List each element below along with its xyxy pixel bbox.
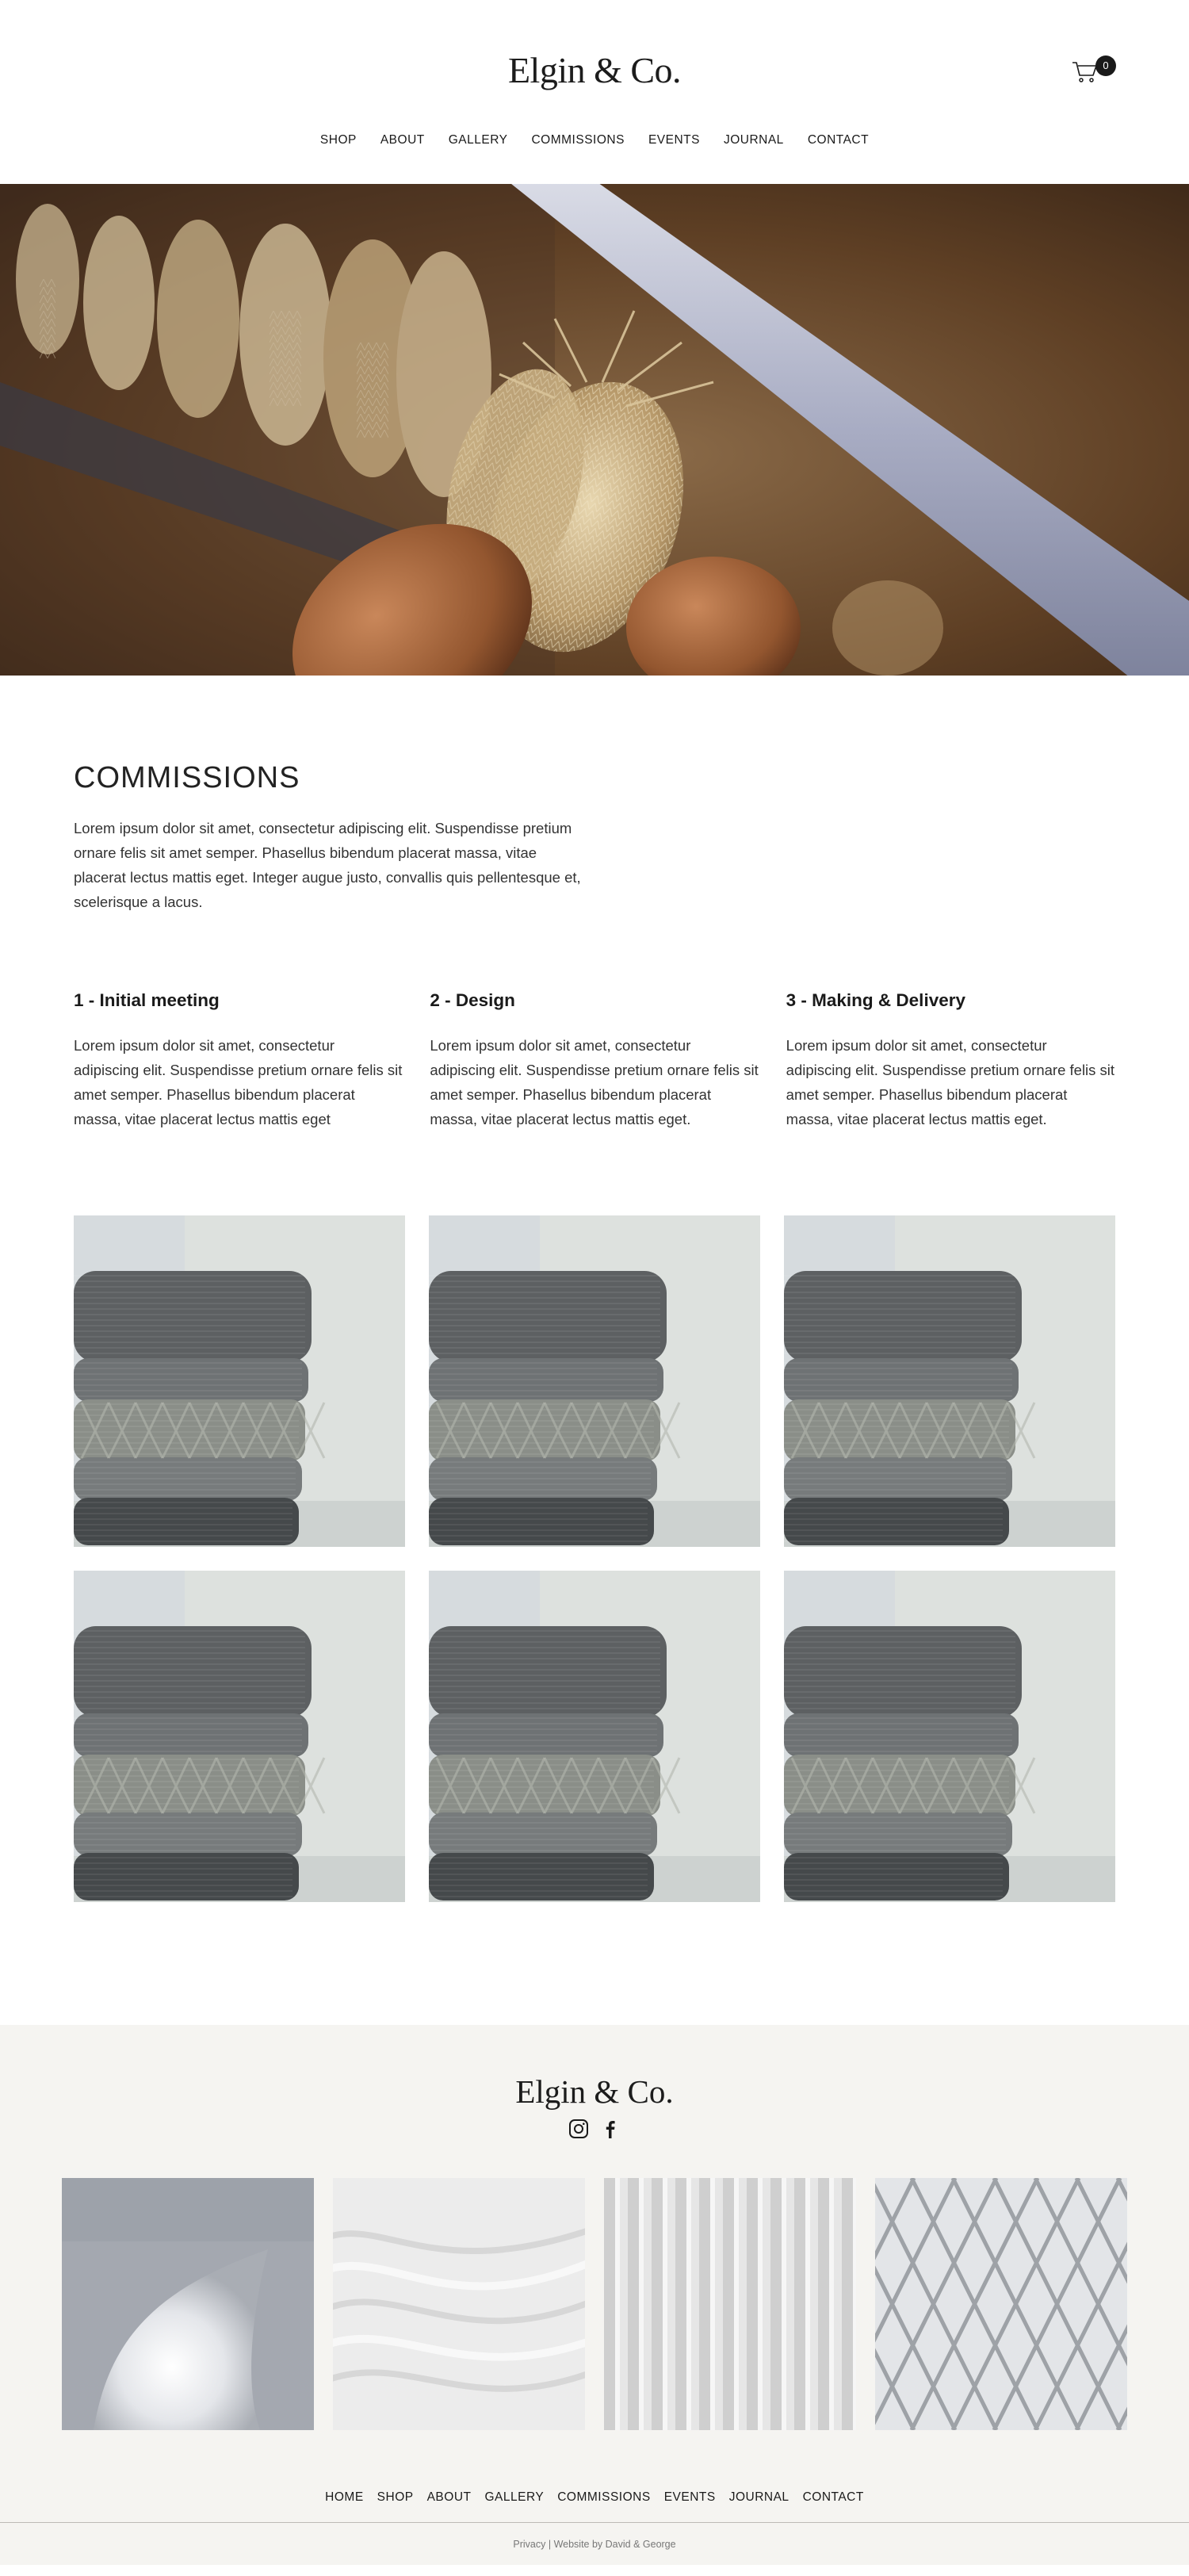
footer-nav-commissions[interactable]: COMMISSIONS <box>557 2490 651 2504</box>
knitwear-image[interactable] <box>74 1215 405 1547</box>
knitwear-image[interactable] <box>74 1571 405 1902</box>
social-links <box>0 2119 1189 2139</box>
instagram-icon[interactable] <box>568 2119 589 2139</box>
process-steps <box>0 990 1189 1131</box>
footer-nav-shop[interactable]: SHOP <box>377 2490 414 2504</box>
nav-journal[interactable]: JOURNAL <box>723 133 784 147</box>
intro-text: Lorem ipsum dolor sit amet, consectetur adipiscing elit. Suspendisse pretium ornare felis sit amet semper. Phasellus bibendum placerat massa, vitae placerat lectus mattis eget. Integer augue justo, convallis quis pellentesque et, scelerisque a lacus. <box>74 820 581 910</box>
main-nav <box>0 133 1189 147</box>
step-title: 1 - Initial meeting <box>74 990 220 1010</box>
footer-nav <box>0 2490 1189 2505</box>
step-title: 3 - Making & Delivery <box>786 990 965 1010</box>
page-title: COMMISSIONS <box>74 761 300 794</box>
footer-image-fabric[interactable] <box>333 2178 585 2430</box>
nav-contact[interactable]: CONTACT <box>807 133 870 147</box>
site-logo[interactable]: Elgin & Co. <box>507 50 682 90</box>
footer-image-stripes[interactable] <box>604 2178 856 2430</box>
footer-nav-contact[interactable]: CONTACT <box>802 2490 864 2504</box>
step-making-delivery <box>786 990 1115 1131</box>
nav-shop[interactable]: SHOP <box>319 133 357 147</box>
footer-image-lattice[interactable] <box>875 2178 1127 2430</box>
nav-about[interactable]: ABOUT <box>380 133 425 147</box>
site-header <box>0 0 1189 184</box>
knitwear-image[interactable] <box>784 1571 1115 1902</box>
step-text: Lorem ipsum dolor sit amet, consectetur adipiscing elit. Suspendisse pretium ornare felis sit amet semper. Phasellus bibendum placerat massa, vitae placerat lectus mattis eget. <box>430 1037 759 1127</box>
nav-gallery[interactable]: GALLERY <box>448 133 508 147</box>
facebook-icon[interactable] <box>600 2119 621 2139</box>
knitwear-image[interactable] <box>784 1215 1115 1547</box>
site-footer <box>0 2025 1189 2565</box>
footer-logo[interactable]: Elgin & Co. <box>515 2073 674 2110</box>
footer-divider <box>0 2522 1189 2523</box>
cart-icon <box>1072 60 1099 84</box>
cart-button[interactable] <box>1072 56 1114 87</box>
nav-commissions[interactable]: COMMISSIONS <box>531 133 625 147</box>
nav-events[interactable]: EVENTS <box>648 133 700 147</box>
footer-nav-about[interactable]: ABOUT <box>426 2490 472 2504</box>
step-text: Lorem ipsum dolor sit amet, consectetur adipiscing elit. Suspendisse pretium ornare felis sit amet semper. Phasellus bibendum placerat massa, vitae placerat lectus mattis eget. <box>786 1037 1115 1127</box>
step-text: Lorem ipsum dolor sit amet, consectetur adipiscing elit. Suspendisse pretium ornare felis sit amet semper. Phasellus bibendum placerat massa, vitae placerat lectus mattis eget <box>74 1037 403 1127</box>
footer-nav-gallery[interactable]: GALLERY <box>484 2490 545 2504</box>
footer-nav-events[interactable]: EVENTS <box>663 2490 716 2504</box>
footer-image-soft-light[interactable] <box>62 2178 314 2430</box>
footer-image-strip <box>62 2178 1127 2430</box>
step-title: 2 - Design <box>430 990 515 1010</box>
footer-nav-journal[interactable]: JOURNAL <box>728 2490 789 2504</box>
footer-credit[interactable]: Privacy | Website by David & George <box>513 2539 676 2550</box>
cart-count-badge: 0 <box>1095 56 1116 76</box>
knitwear-image[interactable] <box>429 1571 760 1902</box>
knitwear-gallery <box>0 1215 1189 1902</box>
commissions-intro <box>0 761 1189 914</box>
step-design <box>430 990 759 1131</box>
step-initial-meeting <box>74 990 403 1131</box>
footer-nav-home[interactable]: HOME <box>325 2490 364 2504</box>
knitwear-image[interactable] <box>429 1215 760 1547</box>
hero-image <box>0 184 1189 676</box>
